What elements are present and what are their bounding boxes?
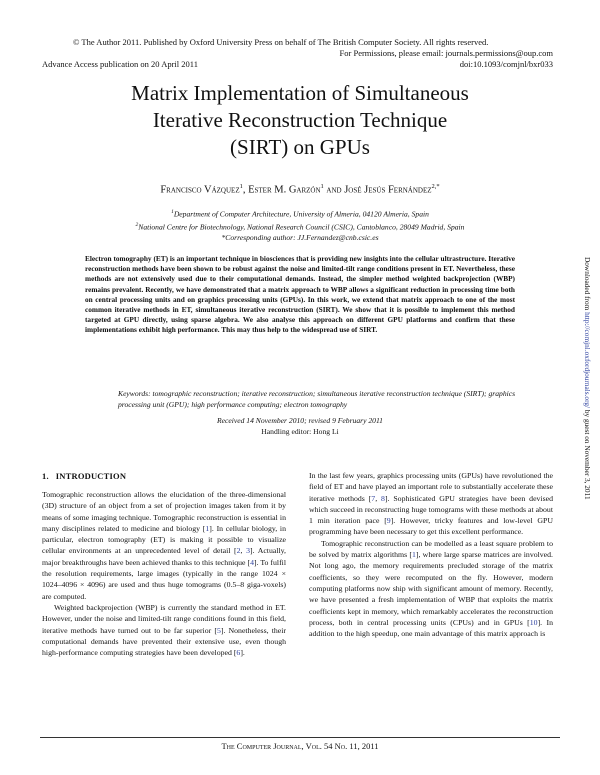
- text-run: Tomographic reconstruction allows the elucidation of the three-dimensional (3D) structure of an object from a set of projection images taken from it by means of some imaging technique. Tomographic reconstruction is essential in many disciplines related to medicine and biology [: [42, 490, 286, 533]
- citation-link[interactable]: 2: [236, 546, 241, 556]
- title-line-3: (SIRT) on GPUs: [230, 135, 370, 159]
- text-run: Weighted backprojection (WBP) is currently the standard method in ET. However, under the noise and limited-tilt range conditions found in this field, iterative methods have turned out to be far superior [: [42, 602, 286, 635]
- affiliations: [0, 207, 600, 243]
- section-heading: [42, 471, 126, 481]
- advance-access-line: Advance Access publication on 20 April 2011: [42, 59, 198, 69]
- journal-footer: The Computer Journal, Vol. 54 No. 11, 2011: [221, 741, 379, 751]
- citation-link[interactable]: 3: [246, 546, 250, 556]
- text-run: ].: [240, 648, 245, 658]
- section-title: INTRODUCTION: [55, 471, 127, 481]
- text-run: ]. In cellular biology, in particular, electron tomography (ET) is making it possible to visualize cellular environments at an unprecedented level of detail [: [42, 523, 286, 556]
- paragraph: [309, 538, 553, 640]
- keywords: Keywords: tomographic reconstruction; iterative reconstruction; simultaneous iterative reconstruction technique (SIRT); graphics processing unit (GPU); high performance computing; electron tomography: [118, 389, 516, 409]
- citation-link[interactable]: 1: [412, 550, 416, 560]
- author-separator: ,: [242, 184, 249, 196]
- paper-title: [0, 80, 600, 161]
- section-number: 1.: [42, 471, 49, 481]
- citation-link[interactable]: 1: [205, 523, 210, 533]
- received-dates: [0, 415, 600, 437]
- right-column: [309, 470, 553, 639]
- abstract: Electron tomography (ET) is an important technique in biosciences that is providing new insights into the cellular ultrastructure. Iterative reconstruction methods have been shown to be robust against the noise and limited-tilt range conditions present in ET. Nevertheless, these methods are not extensively used due to their computational demands. Instead, the simpler method weighted backprojection (WBP) remains prevalent. Recently, we have demonstrated that a matrix approach to WBP allows a significant reduction in processing time both on central processing units and on graphics processing units (GPUs). In this work, we extend that matrix approach to one of the most common iterative methods in ET, simultaneous iterative reconstruction (SIRT). We show that it is possible to implement this method targeted at GPU directly, using sparse algebra. We also analyse this approach on different GPU platforms and confirm that these implementations exhibit high performance. This may thus help to the widespread use of SIRT.: [85, 254, 515, 335]
- text-run: ]. Sophisticated GPU strategies have been devised which succeed in reconstructing huge tomograms with these methods at about 1 min iteration pace [: [309, 493, 553, 526]
- download-side-note: [583, 257, 592, 500]
- text-run: ,: [375, 493, 382, 503]
- corresponding-author: *Corresponding author: JJ.Fernandez@cnb.csic.es: [221, 233, 379, 243]
- author-affiliation-mark: 1: [239, 183, 243, 190]
- author-name: Ester M. Garzón: [248, 184, 321, 196]
- footer-rule: [40, 737, 560, 738]
- affiliation-text: Department of Computer Architecture, University of Almeria, 04120 Almeria, Spain: [173, 209, 429, 219]
- text-run: Tomographic reconstruction can be modelled as a least square problem to be solved by matrix algorithms [: [309, 538, 553, 560]
- paragraph: [309, 470, 553, 538]
- author-name: Francisco Vázquez: [160, 184, 240, 196]
- citation-link[interactable]: 8: [381, 493, 385, 503]
- doi-line[interactable]: doi:10.1093/comjnl/bxr033: [459, 59, 553, 69]
- affiliation-mark: 2: [135, 221, 139, 228]
- received-line: Received 14 November 2010; revised 9 February 2011: [217, 416, 383, 425]
- affiliation-1: [0, 207, 600, 220]
- citation-link[interactable]: 5: [216, 625, 221, 635]
- citation-link[interactable]: 10: [529, 617, 538, 627]
- text-run: ,: [240, 546, 247, 556]
- author-separator: and: [323, 184, 345, 196]
- text-run: ]. However, tricky features and low-level GPU programming have been necessary to get this excellent performance.: [309, 516, 553, 537]
- text-run: ]. Actually, major breakthroughs have been achieved thanks to this technique [: [42, 546, 287, 567]
- citation-link[interactable]: 6: [236, 648, 241, 658]
- text-run: ], where large sparse matrices are involved. Not long ago, the memory requirements precluded storage of the matrix coefficients, so they were recomputed on the fly. However, modern computing platforms now ship with significant amount of memory. Recently, we have presented a fresh implementation of WBP that exploits the matrix coefficients kept in memory, which remarkably accelerates the reconstruction process, both in central processing units (CPUs) and in GPUs [: [309, 550, 553, 627]
- text-run: ]. Nonetheless, their computational demands have prevented their extensive use, even though high-performance computing strategies have been developed [: [42, 625, 286, 658]
- left-column: [42, 489, 286, 658]
- citation-link[interactable]: 7: [371, 493, 376, 503]
- paragraph: [42, 602, 286, 658]
- author-name: José Jesús Fernández: [344, 184, 432, 196]
- permissions-line: For Permissions, please email: journals.permissions@oup.com: [339, 48, 553, 58]
- text-run: ]. In addition to the high speedup, one main advantage of this matrix approach is: [309, 617, 553, 639]
- paragraph: [42, 489, 286, 602]
- title-line-1: Matrix Implementation of Simultaneous: [131, 81, 469, 105]
- affiliation-2: [0, 220, 600, 233]
- citation-link[interactable]: 4: [250, 557, 254, 567]
- handling-editor: Handling editor: Hong Li: [261, 427, 339, 436]
- text-run: ]. To fulfil the resolution requirements, large images (typically in the range 1024 × 1024–4096 × 4096) are used and thus huge tomograms (0.5–8 giga-voxels) are computed.: [42, 557, 286, 601]
- side-note-prefix: Downloaded from: [583, 257, 592, 313]
- side-note-suffix: by guest on November 3, 2011: [583, 408, 592, 500]
- citation-link[interactable]: 9: [386, 516, 391, 526]
- affiliation-mark: 1: [171, 209, 174, 215]
- title-line-2: Iterative Reconstruction Technique: [152, 108, 448, 132]
- copyright-line: © The Author 2011. Published by Oxford University Press on behalf of The British Computer Society. All rights reserved.: [73, 37, 489, 47]
- text-run: In the last few years, graphics processing units (GPUs) have revolutioned the field of ET and have played an important role to substantially accelerate these iterative methods [: [309, 471, 553, 503]
- author-list: [0, 183, 600, 196]
- affiliation-text: National Centre for Biotechnology, National Research Council (CSIC), Cantoblanco, 28049 Madrid, Spain: [138, 222, 465, 232]
- journal-url-link[interactable]: http://comjnl.oxfordjournals.org/: [583, 312, 592, 409]
- author-affiliation-mark: 2,*: [431, 183, 440, 190]
- author-affiliation-mark: 1: [320, 183, 324, 190]
